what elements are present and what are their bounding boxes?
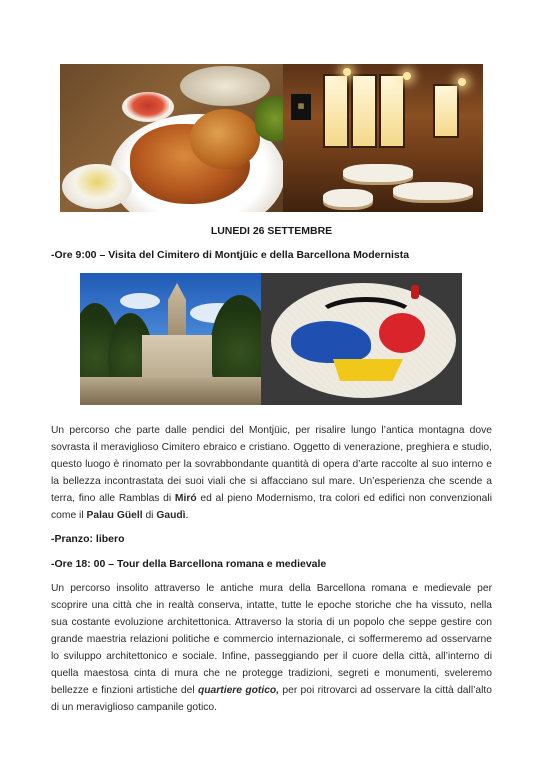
- tour-heading: -Ore 18: 00 – Tour della Barcellona romana e medievale: [51, 558, 327, 570]
- day-title: LUNEDI 26 SETTEMBRE: [210, 225, 333, 237]
- food-photo: [60, 64, 283, 212]
- gothic-quarter-text: quartiere gotico,: [197, 685, 280, 696]
- restaurant-photo: [283, 64, 483, 212]
- miro-name: Miró: [174, 493, 197, 504]
- tour-paragraph: Un percorso insolito attraverso le antiche mura della Barcellona romana e medievale per scoprire una città che in realtà conserva, intatte, tutte le epoche storiche che ha vissuto, nella sua costante evoluzione architettonica. Attraverso la storia di un popolo che seppe gestire con grande maestria relazioni politiche e commercio internazionale, ci soffermeremo ad osservarne lo sviluppo architettonico e sociale. Infine, passeggiando per il cuore della città, all’interno di quella maestosa cinta di mura che ne protegge tradizioni, segreti e monumenti, sveleremo bellezze e finzioni artistiche del quartiere gotico, per poi ritrovarci ad osservare la città dall’alto di un meraviglioso campanile gotico.: [51, 583, 492, 713]
- lunch-line: -Pranzo: libero: [51, 533, 125, 545]
- miro-mosaic-photo: [261, 273, 462, 405]
- visit-heading: -Ore 9:00 – Visita del Cimitero di Montjüic e della Barcellona Modernista: [51, 249, 410, 261]
- visit-paragraph: Un percorso che parte dalle pendici del Montjüic, per risalire lungo l’antica montagna dove sovrasta il meraviglioso Cimitero ebraico e cristiano. Oggetto di venerazione, preghiera e studio, questo luogo è rinomato per la sovrabbondante quantità di opera d’arte raccolte al suo interno e la bellezza incontrastata dei suoi viali che si affacciano sul mare. Un’esperienza che scende a terra, fino alle Ramblas di Miró ed al pieno Modernismo, tra colori ed edifici non convenzionali come il Palau Güell di Gaudì.: [51, 425, 492, 521]
- restaurant-logo-icon: ▦: [291, 94, 311, 120]
- cemetery-photo: [80, 273, 261, 405]
- palau-guell-name: Palau Güell: [86, 510, 143, 521]
- gaudi-name: Gaudì: [156, 510, 186, 521]
